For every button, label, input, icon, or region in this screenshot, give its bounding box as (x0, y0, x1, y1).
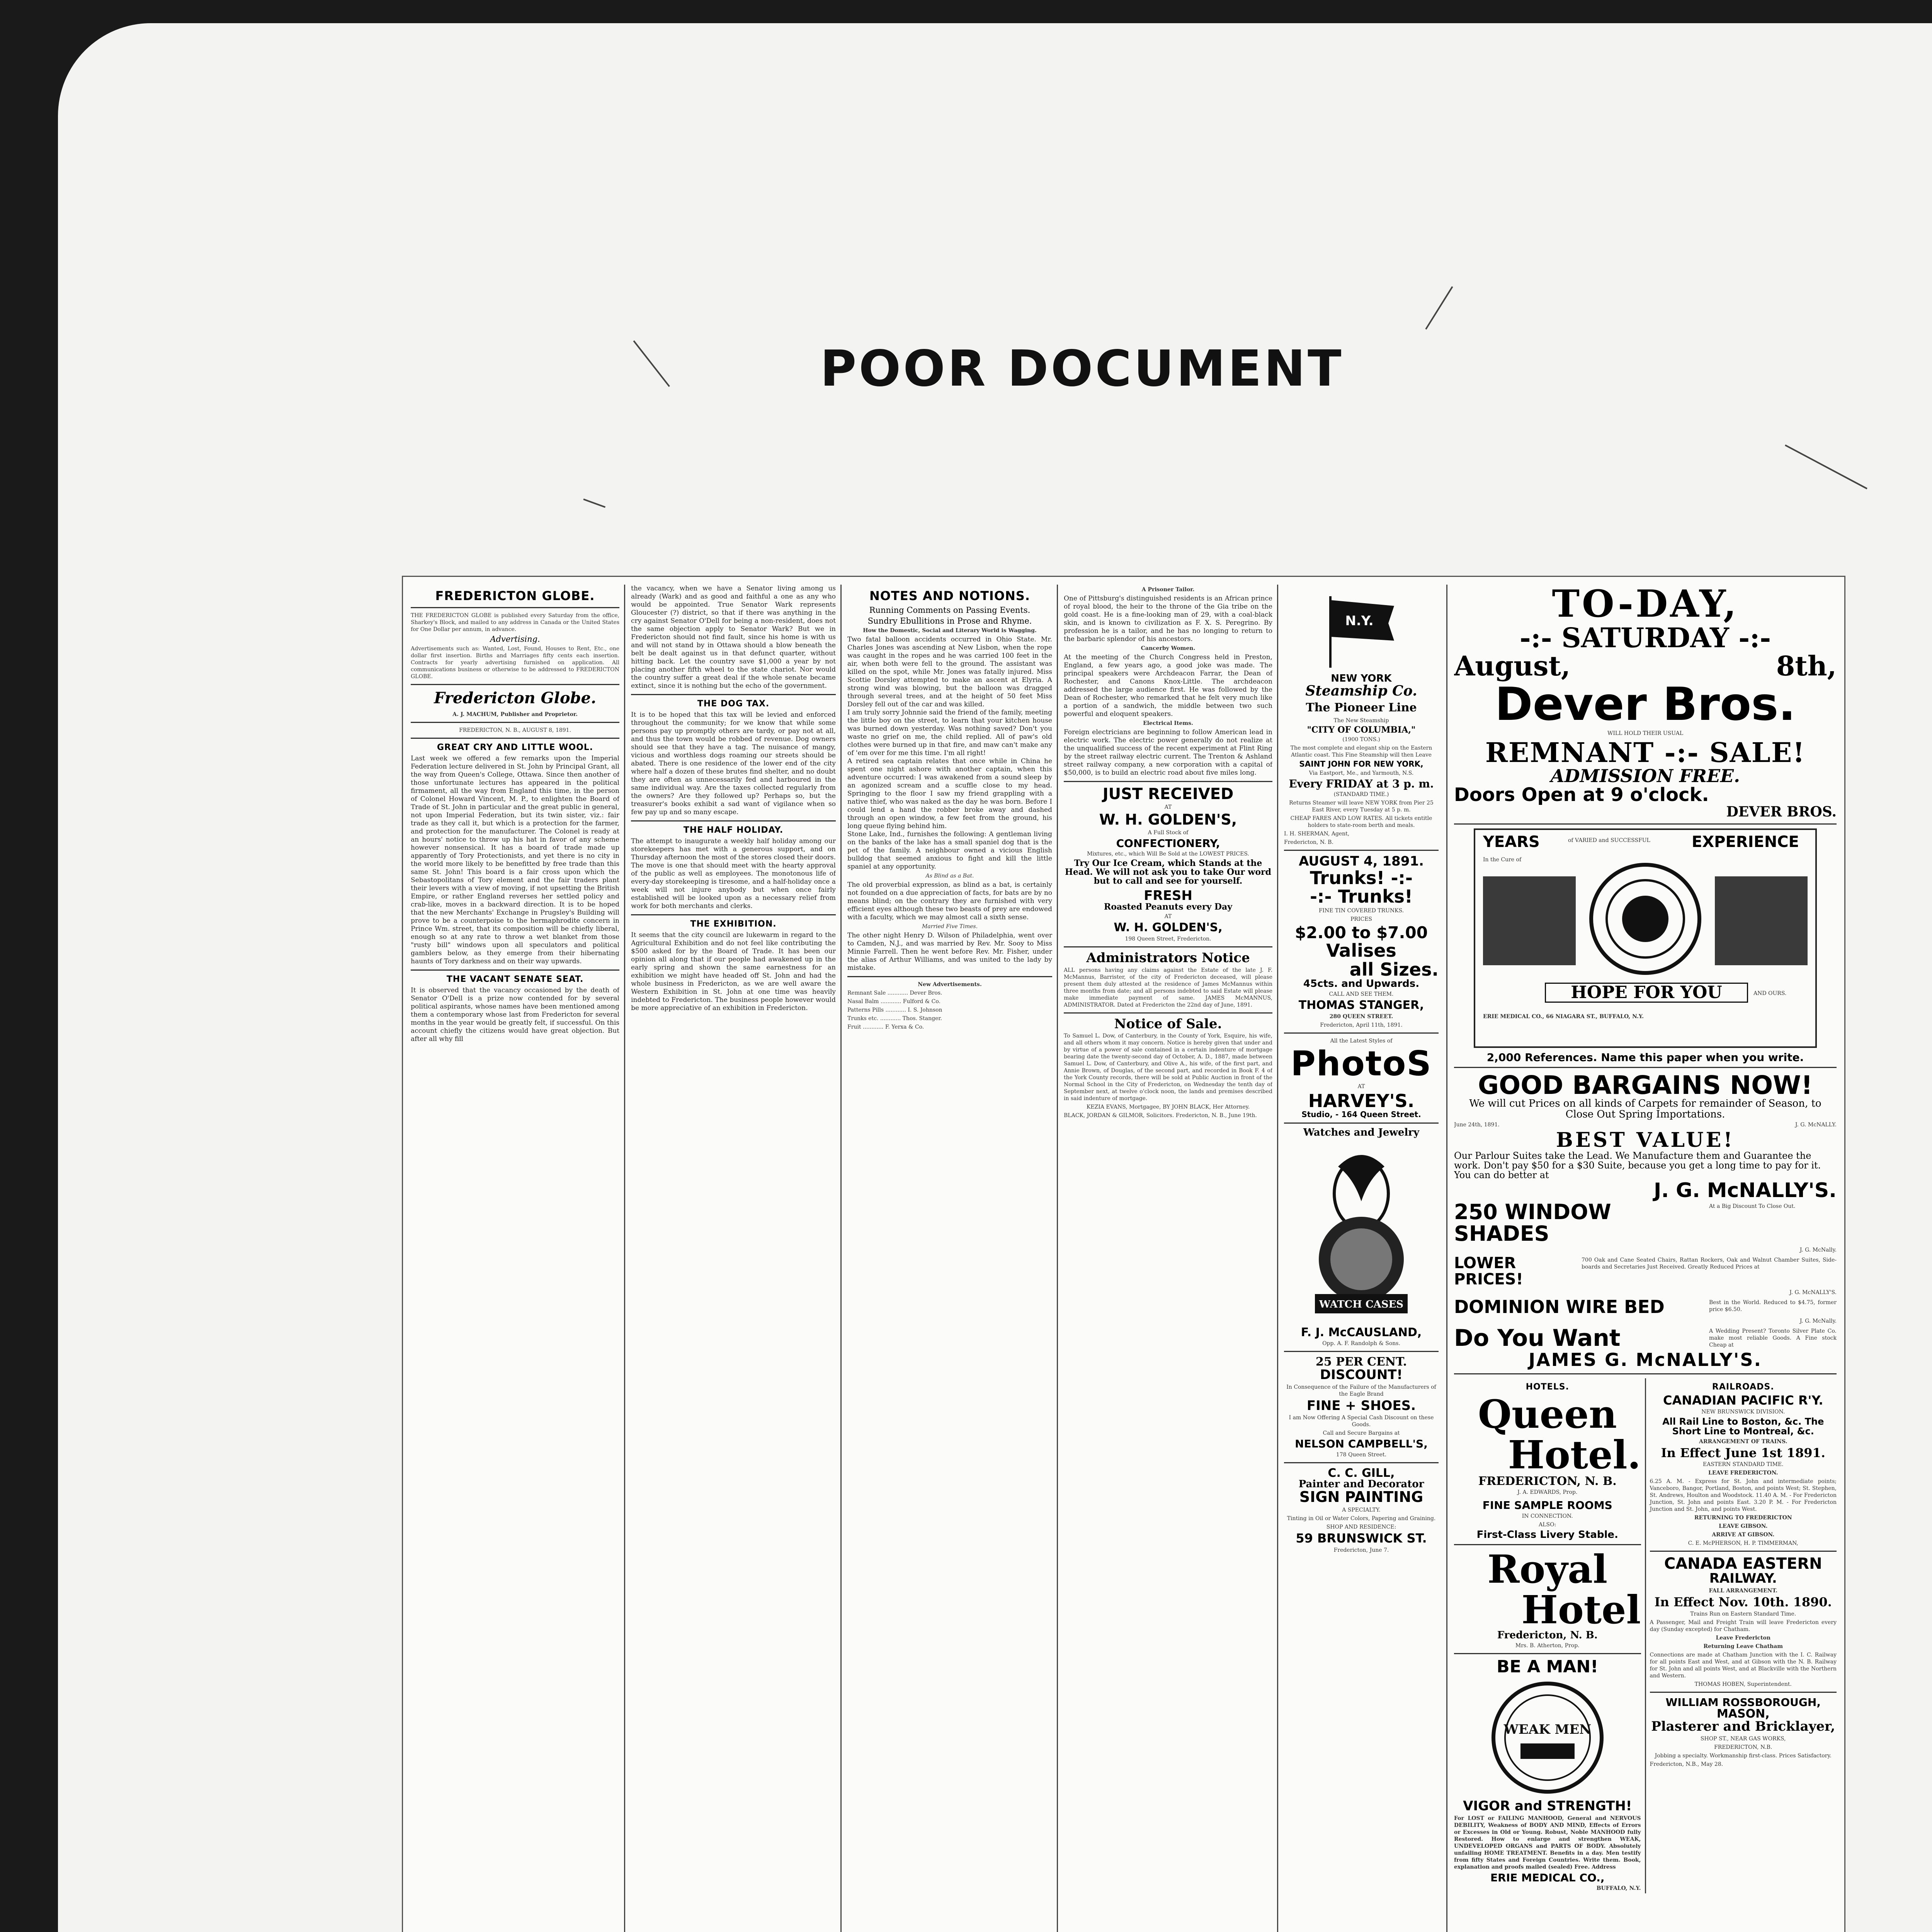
ad-text: 198 Queen Street, Fredericton. (1125, 935, 1211, 942)
divider (411, 969, 619, 971)
ad-headline: Notice of Sale. (1114, 1016, 1222, 1032)
ad-text: RETURNING TO FREDERICTON (1694, 1515, 1792, 1521)
ad-text: (1900 TONS.) (1342, 736, 1380, 743)
ad-signature: THOMAS HOBEN, Superintendent. (1694, 1681, 1792, 1687)
column-2 (631, 585, 836, 1932)
ad-signature: J. G. McNALLY'S. (1789, 1289, 1837, 1296)
ad-text: 178 Queen Street. (1336, 1451, 1387, 1458)
flag-label: N.Y. (1345, 613, 1374, 629)
ad-text: Fredericton, N.B., May 28. (1650, 1761, 1723, 1768)
ad-text: FREDERICTON, N.B. (1714, 1744, 1772, 1751)
ad-text: A SPECIALTY. (1342, 1507, 1381, 1514)
text-block-icon (1483, 876, 1576, 965)
kicker: How the Domestic, Social and Literary World is Wagging. (863, 628, 1037, 634)
kicker: A Prisoner Tailor. (1141, 587, 1195, 593)
watch-case-illustration (1303, 1143, 1419, 1321)
ad-headline: BEST VALUE! (1556, 1128, 1735, 1152)
ad-name: MASON, (1716, 1707, 1770, 1721)
advertising-rates: Advertisements such as: Wanted, Lost, Found, Houses to Rent, Etc., one dollar first insertion. Births and Marriages fifty cents each insertion. Contracts for yearly advertising furnished on application. All communications business or otherwise to be addressed to FREDERICTON GLOBE. (411, 646, 619, 680)
article-body: the vacancy, when we have a Senator living among us already (Wark) and as good and faithful a one as any who would be appointed. True Senator Wark represents Gloucester (?) district, so that if there was anything in the cry against Senator O'Dell for being a non-resident, does not the same objection apply to Senator Wark? But we in Fredericton should not find fault, since his home is with us and will not stand by in Ottawa should a blow beneath the belt be dealt against us in that defunct quarter, without hitting back. Let the country save $1,000 a year by not placing another fifth wheel to the state chariot. Nor would the country suffer a great deal if the whole senate became extinct, since it is nothing but the echo of the government. (631, 585, 836, 690)
medical-advertisement (1474, 828, 1817, 1048)
column-rule (1057, 585, 1058, 1932)
ad-headline: Plasterer and Bricklayer, (1651, 1719, 1835, 1735)
seal-icon (1587, 861, 1703, 977)
article-body: The other night Henry D. Wilson of Philadelphia, went over to Camden, N.J., and was married by Rev. Mr. Sooy to Miss Minnie Farrell. Then he went before Rev. Mr. Fisher, under the alias of Arthur Williams, and was united to the lady by mistake. (847, 932, 1052, 972)
section-heading: RAILROADS. (1712, 1382, 1774, 1392)
ad-name: NEW YORK (1331, 673, 1392, 684)
ad-text: CALL AND SEE THEM. (1329, 991, 1394, 998)
ad-text: Jobbing a specialty. Workmanship first-class. Prices Satisfactory. (1655, 1753, 1832, 1759)
article-headline: THE EXHIBITION. (690, 919, 777, 929)
divider (631, 820, 836, 821)
ad-name: J. G. McNALLY'S. (1653, 1179, 1837, 1202)
ad-name: CANADIAN PACIFIC R'Y. (1663, 1393, 1823, 1408)
divider (1650, 1551, 1837, 1552)
article-body: Last week we offered a few remarks upon the Imperial Federation lecture delivered in St. John by Principal Grant, all the way from Queen's College, Ottawa. Since then another of those unfortunate lectures has appeared in the political firmament, all the way from England this time, in the person of Colonel Howard Vincent, M. P., to enlighten the Board of Trade of St. John in particular and the great public in general, not upon Imperial Federation, but its twin sister, viz.: fair trade as they call it, but which is a protection for the farmer, and protection for the manufacturer. The Colonel is ready at an hours' notice to throw up his hat in favor of any scheme however nonsensical. It has a board of trade made up apparently of Tory Protectionists, and yet there is no city in the world more likely to be benefitted by free trade than this same St. John! This board is a fair cross upon which the Sebastopolitans of Tory element and the fair traders plant their levers with a view of moving, if not upsetting the British Empire, or rather England reverses her settled policy and crab-like, moves in a backward direction. It is to be hoped that the new Merchants' Exchange in Prugsley's Building will prove to be a counterpoise to the hermaphrodite concern in Prince Wm. street, that its composition will be chiefly liberal, enough so at any rate to throw a wet blanket from those "rusty bill" windows upon all speculators and political gamblers below, as they emerge from their hibernating haunts of Tory darkness and on their way upwards. (411, 755, 619, 965)
ad-name: C. C. GILL, (1328, 1466, 1395, 1480)
date-line (1454, 652, 1837, 680)
ad-text: AT (1357, 1083, 1365, 1090)
ad-text: Returns Steamer will leave NEW YORK from Pier 25 East River, every Tuesday at 5 p. m. (1289, 800, 1434, 813)
divider (1650, 1692, 1837, 1693)
publisher-line: A. J. MACHUM, Publisher and Proprietor. (452, 711, 578, 718)
ad-name: SAINT JOHN FOR NEW YORK, (1299, 759, 1423, 769)
ad-headline: 8th, (1776, 650, 1837, 682)
ad-text: FREDERICTON, N. B. (1478, 1474, 1617, 1488)
ad-row (1454, 1255, 1837, 1287)
column-rule (1277, 585, 1278, 1932)
hotels-railroads (1454, 1378, 1837, 1894)
divider (411, 607, 619, 608)
ad-text: Fredericton, N. B. (1284, 839, 1333, 846)
ad-text: Opp. A. F. Randolph & Sons. (1322, 1340, 1400, 1347)
article-body: A retired sea captain relates that once while in China he spent one night ashore with another captain, when this adventure occurred: I was awakened from a sound sleep by an agonized scream and a scuffle close to my head. Springing to the floor I saw my friend grappling with a native thief, who was naked as the day he was born. Before I could lend a hand the robber broke away and dashed through an open window, a few feet from the ground, his long queue flying behind him. (847, 757, 1052, 830)
ad-headline: -:- Trunks! (1310, 886, 1413, 907)
notice-body: To Samuel L. Dow, of Canterbury, in the County of York, Esquire, his wife, and all others whom it may concern. Notice is hereby given that under and by virtue of a power of sale contained in a certain indenture of mortgage bearing date the twenty-second day of October, A. D., 1887, made between Samuel L. Dow, of Canterbury, and Olive A., his wife, of the first part, and Annie Brown, of Douglas, of the second part, and recorded in Book F. 4 of the York County records, there will be sold at Public Auction in front of the Normal School in the City of Fredericton, on Wednesday the tenth day of September next, at twelve o'clock noon, the lands and premises described in said indenture of mortgage. (1064, 1033, 1272, 1102)
article-body: At the meeting of the Church Congress held in Preston, England, a few years ago, a good joke was made. The principal speakers were Archdeacon Farrar, the Dean of Rochester, and Canons Knox-Little. The archdeacon addressed the large audience first. He was followed by the Dean of Rochester, who remarked that he felt very much like a portion of a sandwich, the middle between two such powerful and eloquent speakers. (1064, 653, 1272, 718)
ad-headline: FRESH (1144, 888, 1192, 903)
subheadline: Running Comments on Passing Events. (869, 605, 1031, 615)
article-body: It is to be hoped that this tax will be levied and enforced throughout the community; for we know that while some persons pay up promptly others are tardy, or pay not at all, and thus the town would be robbed of revenue. Dog owners should see that they have a tag. The nuisance of mangy, vicious and worthless dogs roaming our streets should be abated. There is one residence of the lower end of the city where half a dozen of these brutes find shelter, and no doubt they are often as unnecessarily fed and harboured in the same individual way. Are the taxes collected regularly from the owners? Are they followed up? Perhaps so, but the treasurer's books exhibit a sad want of vigilance when so few pay up and so many escape. (631, 711, 836, 816)
ad-headline: FINE + SHOES. (1306, 1398, 1416, 1413)
ad-text: BUFFALO, N.Y. (1596, 1885, 1641, 1892)
ad-text: EASTERN STANDARD TIME. (1702, 1461, 1784, 1468)
newspaper-page (402, 576, 1845, 1932)
section-heading: HOTELS. (1526, 1382, 1569, 1392)
ad-name: JAMES G. McNALLY'S. (1529, 1349, 1762, 1371)
dateline: FREDERICTON, N. B., AUGUST 8, 1891. (459, 727, 571, 733)
ad-text: FALL ARRANGEMENT. (1709, 1587, 1777, 1594)
divider (1454, 1544, 1641, 1545)
article-body: It is observed that the vacancy occasioned by the death of Senator O'Dell is a prize now contended for by several political aspirants, whose names have been mentioned among them a contemporary whose last from Fredericton for several months in the year would be greatly felt, if successful. On this account chiefly the citizens would have great objection. But after all why fill (411, 986, 619, 1043)
ad-name: F. J. McCAUSLAND, (1301, 1325, 1422, 1339)
ad-headline: In Effect June 1st 1891. (1661, 1445, 1825, 1460)
ad-name: ERIE MEDICAL CO., (1490, 1871, 1605, 1884)
divider (1284, 1351, 1439, 1352)
article-body: Foreign electricians are beginning to follow American lead in electric work. The electric power generally do not realize at the unqualified success of the recent experiment at Flint Ring by the street railway electric current. The Trenton & Ashland street railway company, a new corporation with a capital of $50,000, is to build an electric road about five miles long. (1064, 728, 1272, 777)
ad-text: AT (1164, 804, 1172, 810)
ad-headline: all Sizes. (1349, 959, 1439, 980)
ad-text: I am Now Offering A Special Cash Discount on these Goods. (1289, 1415, 1434, 1428)
ad-text: 700 Oak and Cane Seated Chairs, Rattan Rockers, Oak and Walnut Chamber Suites, Side-boards and Secretaries Just Received. Greatly Reduced Prices at (1582, 1257, 1837, 1270)
column-rule (1446, 585, 1447, 1932)
ad-text: In Consequence of the Failure of the Manufacturers of the Eagle Brand (1286, 1384, 1436, 1397)
divider (1284, 850, 1439, 851)
ad-headline: EXPERIENCE (1692, 833, 1799, 851)
ad-text: (STANDARD TIME.) (1333, 791, 1389, 798)
ad-headline: Painter and Decorator (1298, 1478, 1424, 1490)
ad-text: Fredericton, June 7. (1333, 1547, 1389, 1553)
ad-text: ARRIVE AT GIBSON. (1712, 1532, 1775, 1538)
watch-case-label: WATCH CASES (1319, 1298, 1404, 1310)
ad-text: We will cut Prices on all kinds of Carpets for remainder of Season, to Close Out Spring Importations. (1469, 1098, 1821, 1120)
masthead: Fredericton Globe. (434, 689, 596, 707)
article-body: It seems that the city council are lukewarm in regard to the Agricultural Exhibition and do not feel like contributing the $500 asked for by the Board of Trade. It has been our opinion all along that if our people had awakened up in the early spring and shown the same earnestness for an exhibition we might have headed off St. John and had the whole business in Fredericton, as we are well aware the Western Exhibition in St. John at one time was heavily indebted to Fredericton. The business people however would be more appreciative of an exhibition in Fredericton. (631, 931, 836, 1012)
masthead-small: FREDERICTON GLOBE. (435, 588, 595, 603)
ad-headline: PhotoS (1291, 1043, 1432, 1083)
divider (411, 684, 619, 685)
ad-headline: DOMINION WIRE BED (1454, 1296, 1665, 1318)
ad-text: Leave Fredericton (1716, 1634, 1771, 1641)
column-3 (847, 585, 1052, 1932)
divider (1454, 823, 1837, 825)
ad-headline: JUST RECEIVED (1102, 785, 1234, 803)
ad-headline: VIGOR and STRENGTH! (1463, 1798, 1632, 1814)
poor-document-heading: POOR DOCUMENT (820, 340, 1344, 398)
ad-text: FINE TIN COVERED TRUNKS. (1318, 908, 1404, 914)
divider (411, 738, 619, 739)
ad-text: ARRANGEMENT OF TRAINS. (1699, 1438, 1787, 1445)
article-body: One of Pittsburg's distinguished residents is an African prince of royal blood, the heir to the throne of the Gia tribe on the gold coast. He is a fine-looking man of 29, with a coal-black skin, and is known to civilization as F. X. S. Peregrino. By profession he is a tailor, and he has no longing to return to the barbaric splendor of his ancestors. (1064, 595, 1272, 643)
ad-name: WILLIAM ROSSBOROUGH, (1665, 1696, 1821, 1709)
ad-signature: DEVER BROS. (1726, 803, 1837, 820)
ad-text: Fredericton, April 11th, 1891. (1320, 1022, 1403, 1028)
notice-footer: BLACK, JORDAN & GILMOR, Solicitors. Fredericton, N. B., June 19th. (1064, 1112, 1257, 1119)
column-5 (1284, 585, 1439, 1932)
kicker: New Advertisements. (918, 981, 982, 988)
railroads-column (1646, 1378, 1837, 1894)
ad-text: A Wedding Present? Toronto Silver Plate Co. make most reliable Goods. A Fine stock Cheap at (1709, 1328, 1837, 1349)
ad-text: Studio, - 164 Queen Street. (1301, 1109, 1421, 1119)
ad-headline: HOPE FOR YOU (1545, 983, 1748, 1003)
ad-name: HARVEY'S. (1308, 1090, 1415, 1112)
ad-name: Steamship Co. (1305, 683, 1417, 699)
ad-headline: Valises (1326, 940, 1396, 961)
article-headline: NOTES AND NOTIONS. (869, 588, 1030, 603)
ad-text: A Full Stock of (1148, 829, 1189, 836)
timetable-text: Connections are made at Chatham Junction with the I. C. Railway for all points East and West, and at Gibson with the N. B. Railway for St. John and all points West, and at Blackville with the Northern and Western. (1650, 1651, 1837, 1679)
ad-text: SHOP ST., NEAR GAS WORKS, (1700, 1736, 1786, 1742)
ad-text: Trains Run on Eastern Standard Time. (1690, 1611, 1796, 1617)
subheadline: Sundry Ebullitions in Prose and Rhyme. (867, 616, 1032, 626)
article-headline: THE HALF HOLIDAY. (683, 825, 784, 835)
article-body: I am truly sorry Johnnie said the friend of the family, meeting the little boy on the street, to learn that your kitchen house was burned down yesterday. Was nothing saved? Don't you waste no grief on me, the child replied. All of paw's old clothes were burned up in that fire, and maw can't make any of 'em over for me this time. I'm all right! (847, 709, 1052, 757)
ad-text: ALSO: (1539, 1521, 1556, 1528)
advertisement-index-item: Patterns Pills ............ I. S. Johnson (847, 1007, 942, 1013)
kicker: Married Five Times. (922, 923, 978, 930)
hotels-column (1454, 1378, 1646, 1894)
divider (1064, 781, 1272, 782)
ad-name: NELSON CAMPBELL'S, (1295, 1437, 1428, 1451)
price-range: $2.00 to $7.00 (1295, 923, 1428, 942)
timetable-text: 6.25 A. M. - Express for St. John and intermediate points; Vanceboro, Bangor, Portland, Boston, and points West; St. Stephen, St. Andrews, Houlton and Woodstock. 11.40 A. M. - For Fredericton Junction, St. John and points East. 3.20 P. M. - For Fredericton Junction and St. John, and points West. (1650, 1478, 1837, 1513)
ad-text: I. H. SHERMAN, Agent, (1284, 831, 1350, 837)
ad-text: AT (1164, 913, 1172, 920)
ad-signature: J. G. McNally. (1799, 1247, 1837, 1253)
divider (1454, 1067, 1837, 1068)
divider (1454, 1653, 1641, 1654)
ad-headline: 25 PER CENT. (1315, 1355, 1407, 1369)
ad-headline: GOOD BARGAINS NOW! (1478, 1070, 1813, 1100)
ad-headline: ADMISSION FREE. (1550, 765, 1740, 787)
ad-text: CHEAP FARES AND LOW RATES. All tickets entitle holders to state-room berth and meals. (1290, 815, 1432, 829)
notice-signature: KEZIA EVANS, Mortgagee, BY JOHN BLACK, Her Attorney. (1086, 1104, 1250, 1111)
ad-text: All the Latest Styles of (1330, 1037, 1393, 1044)
ad-signature: J. G. McNally. (1799, 1318, 1837, 1325)
article-body: Two fatal balloon accidents occurred in Ohio State. Mr. Charles Jones was ascending at New Lisbon, when the rope was caught in the ropes and he was carried 100 feet in the air, when both were fell to the ground. The assistant was killed on the spot, while Mr. Jones was fatally injured. Miss Scottie Dorsley attempted to make an ascent at Elyria. A strong wind was blowing, but the balloon was dragged through several trees, and at the height of 50 feet Miss Dorsley fell out of the car and was killed. (847, 636, 1052, 708)
ad-text: Fredericton, N. B. (1497, 1629, 1598, 1641)
ad-text: Mrs. B. Atherton, Prop. (1515, 1643, 1580, 1649)
kicker: As Blind as a Bat. (925, 873, 974, 879)
article-body: The attempt to inaugurate a weekly half holiday among our storekeepers has met with a generous support, and on Thursday afternoon the most of the stores closed their doors. The move is one that should meet with the hearty approval of the public as well as employees. The monotonous life of every-day storekeeping is tiresome, and a half-holiday once a week will not injure anybody but when once fairly established will be looked upon as a necessary relief from work for both merchants and clerks. (631, 837, 836, 910)
ad-signature: J. G. McNALLY. (1795, 1121, 1837, 1128)
ad-text: 280 QUEEN STREET. (1329, 1013, 1393, 1020)
publication-intro: THE FREDERICTON GLOBE is published every Saturday from the office, Sharkey's Block, and mailed to any address in Canada or the United States for One Dollar per annum, in advance. (411, 612, 619, 633)
ad-headline: DISCOUNT! (1320, 1367, 1403, 1383)
ad-text: of VARIED and SUCCESSFUL (1568, 837, 1650, 844)
ad-text: Call and Secure Bargains at (1323, 1430, 1400, 1437)
ad-text: SHOP AND RESIDENCE: (1326, 1524, 1396, 1531)
ad-name: THOMAS STANGER, (1298, 998, 1424, 1012)
ad-headline: Every FRIDAY at 3 p. m. (1289, 777, 1434, 790)
text-block-icon (1715, 876, 1808, 965)
ad-headline: Administrators Notice (1086, 950, 1250, 966)
article-body: The old proverbial expression, as blind as a bat, is certainly not founded on a due appreciation of facts, for bats are by no means blind; on the contrary they are furnished with very efficient eyes although these two beasts of prey are endowed with a faculty, which we may almost call a sixth sense. (847, 881, 1052, 921)
ad-name: W. H. GOLDEN'S, (1114, 921, 1223, 935)
ad-row (1454, 1326, 1837, 1350)
advertisement-index-item: Nasal Balm ............ Fulford & Co. (847, 998, 940, 1005)
divider (631, 694, 836, 695)
notice-body: ALL persons having any claims against the Estate of the late J. F. McMannus, Barrister, of the city of Fredericton deceased, will please present them duly attested at the residence of James McMannus within three months from date; and all persons indebted to said Estate will please make immediate payment of same. JAMES McMANNUS, ADMINISTRATOR. Dated at Fredericton the 22nd day of June, 1891. (1064, 967, 1272, 1008)
divider (631, 914, 836, 915)
ad-headline: -:- SATURDAY -:- (1519, 621, 1771, 654)
ad-name: CANADA EASTERN (1664, 1555, 1822, 1573)
advertisement-index-item: Trunks etc. ............ Thos. Stanger. (847, 1015, 942, 1022)
column-6 (1454, 585, 1837, 1932)
column-rule (840, 585, 842, 1932)
ad-text: The most complete and elegant ship on the Eastern Atlantic coast. This Fine Steamship will then Leave (1290, 745, 1432, 758)
ad-text: Via Eastport, Me., and Yarmouth, N.S. (1309, 770, 1414, 776)
ad-text: LEAVE FREDERICTON. (1708, 1470, 1778, 1476)
column-rule (624, 585, 625, 1932)
divider (1284, 1032, 1439, 1034)
ad-headline: 250 WINDOW SHADES (1454, 1199, 1611, 1246)
ad-headline: REMNANT -:- SALE! (1485, 736, 1806, 769)
ad-headline: The Pioneer Line (1306, 701, 1417, 715)
ad-text: NEW BRUNSWICK DIVISION. (1701, 1409, 1785, 1415)
column-1 (411, 585, 619, 1932)
ad-headline: In Effect Nov. 10th. 1890. (1654, 1594, 1832, 1609)
ad-name: W. H. GOLDEN'S, (1099, 811, 1237, 828)
divider (1064, 1012, 1272, 1014)
ad-headline: Do You Want (1454, 1325, 1621, 1352)
ad-headline: First-Class Livery Stable. (1476, 1529, 1618, 1541)
article-body: Stone Lake, Ind., furnishes the following: A gentleman living on the banks of the lake has a small spaniel dog that is the pet of the family. A neighbour owned a vicious English bulldog that seemed anxious to fight and kill the little spaniel at any opportunity. (847, 830, 1052, 871)
ad-text: Try Our Ice Cream, which Stands at the Head. We will not ask you to take Our word but to call and see for yourself. (1065, 858, 1271, 886)
ad-headline: TO-DAY, (1552, 585, 1739, 626)
ad-text: Tinting in Oil or Water Colors, Papering and Graining. (1287, 1515, 1436, 1522)
divider (1284, 1122, 1439, 1124)
ad-text: Our Parlour Suites take the Lead. We Manufacture them and Guarantee the work. Don't pay $50 for a $30 Suite, because you get a long time to pay for it. You can do better at (1454, 1150, 1821, 1180)
divider (411, 722, 619, 723)
ad-text: 45cts. and Upwards. (1303, 978, 1420, 990)
ad-name: "CITY OF COLUMBIA," (1307, 724, 1416, 735)
ad-headline: Watches and Jewelry (1303, 1126, 1420, 1138)
ad-headline: SIGN PAINTING (1299, 1488, 1423, 1506)
ad-text: The New Steamship (1333, 717, 1389, 724)
ad-headline: Trunks! -:- (1310, 867, 1413, 888)
ad-headline: August, (1454, 650, 1571, 682)
kicker: Cancerby Women. (1141, 645, 1196, 651)
advertising-label: Advertising. (490, 634, 540, 644)
ad-headline: All Rail Line to Boston, &c. The Short Line to Montreal, &c. (1662, 1416, 1824, 1437)
ad-headline: LOWER PRICES! (1454, 1254, 1523, 1289)
ad-text: Mixtures, etc., which Will Be Sold at the LOWEST PRICES. (1087, 851, 1249, 857)
ad-headline: FINE SAMPLE ROOMS (1482, 1499, 1612, 1512)
advertisement-index-item: Fruit ............ F. Yerxa & Co. (847, 1024, 924, 1030)
divider (1284, 1462, 1439, 1463)
ad-text: WILL HOLD THEIR USUAL (1607, 730, 1684, 736)
ad-name: 59 BRUNSWICK ST. (1296, 1531, 1427, 1546)
advertisement-index-item: Remnant Sale ............ Dever Bros. (847, 990, 942, 996)
ad-headline: YEARS (1483, 833, 1540, 851)
column-4 (1064, 585, 1272, 1932)
ad-text: ERIE MEDICAL CO., 66 NIAGARA ST., BUFFALO, N.Y. (1483, 1013, 1644, 1020)
ad-headline: BE A MAN! (1497, 1657, 1599, 1677)
ad-name: Royal (1487, 1546, 1608, 1592)
ad-row (1454, 1201, 1837, 1245)
ad-date: June 24th, 1891. (1454, 1121, 1500, 1128)
article-headline: THE VACANT SENATE SEAT. (446, 975, 584, 984)
ad-text: 2,000 References. Name this paper when you write. (1486, 1051, 1804, 1064)
divider (1064, 946, 1272, 947)
ad-row (1454, 1298, 1837, 1316)
divider (1454, 1373, 1837, 1374)
ad-headline: AUGUST 4, 1891. (1299, 854, 1424, 869)
weak-men-seal-icon (1490, 1680, 1605, 1796)
ad-text: In the Cure of (1483, 856, 1522, 863)
ad-name: Hotel. (1508, 1432, 1641, 1478)
ad-text: IN CONNECTION. (1522, 1513, 1573, 1519)
ad-text: AND OURS. (1753, 990, 1787, 997)
ad-text: Best in the World. Reduced to $4.75, former price $6.50. (1709, 1299, 1837, 1313)
article-headline: THE DOG TAX. (697, 699, 770, 709)
ad-text: LEAVE GIBSON. (1719, 1523, 1768, 1530)
kicker: Electrical Items. (1143, 720, 1193, 726)
ad-text: For LOST or FAILING MANHOOD, General and NERVOUS DEBILITY, Weakness of BODY AND MIND, Effects of Errors or Excesses in Old or Young. Robust, Noble MANHOOD fully Restored. How to enlarge and strengthen WEAK, UNDEVELOPED ORGANS and PARTS OF BODY. Absolutely unfailing HOME TREATMENT. Benefits in a day. Men testify from fifty States and Foreign Countries. Write them. Book, explanation and proofs mailed (sealed) Free. Address (1454, 1815, 1641, 1871)
ad-text: Doors Open at 9 o'clock. (1454, 784, 1709, 806)
ad-text: Roasted Peanuts every Day (1104, 902, 1233, 912)
ad-name: Hotel (1521, 1587, 1641, 1633)
divider (847, 976, 1052, 977)
ad-signature: C. E. McPHERSON, H. P. TIMMERMAN, (1688, 1540, 1798, 1547)
ad-name: CONFECTIONERY, (1116, 837, 1220, 850)
ad-name: Queen (1478, 1391, 1617, 1437)
ad-name: RAILWAY. (1709, 1571, 1777, 1587)
ad-name: Dever Bros. (1495, 677, 1796, 731)
timetable-text: A Passenger, Mail and Freight Train will leave Fredericton every day (Sunday excepted) for Chatham. (1650, 1619, 1837, 1633)
flag-icon (1323, 592, 1400, 670)
ad-text: PRICES (1350, 916, 1372, 923)
ad-text: At a Big Discount To Close Out. (1709, 1203, 1796, 1209)
ad-text: J. A. EDWARDS, Prop. (1517, 1489, 1578, 1496)
ad-text: Returning Leave Chatham (1703, 1643, 1783, 1650)
article-headline: GREAT CRY AND LITTLE WOOL. (437, 743, 594, 752)
seal-label: WEAK MEN (1503, 1722, 1591, 1738)
